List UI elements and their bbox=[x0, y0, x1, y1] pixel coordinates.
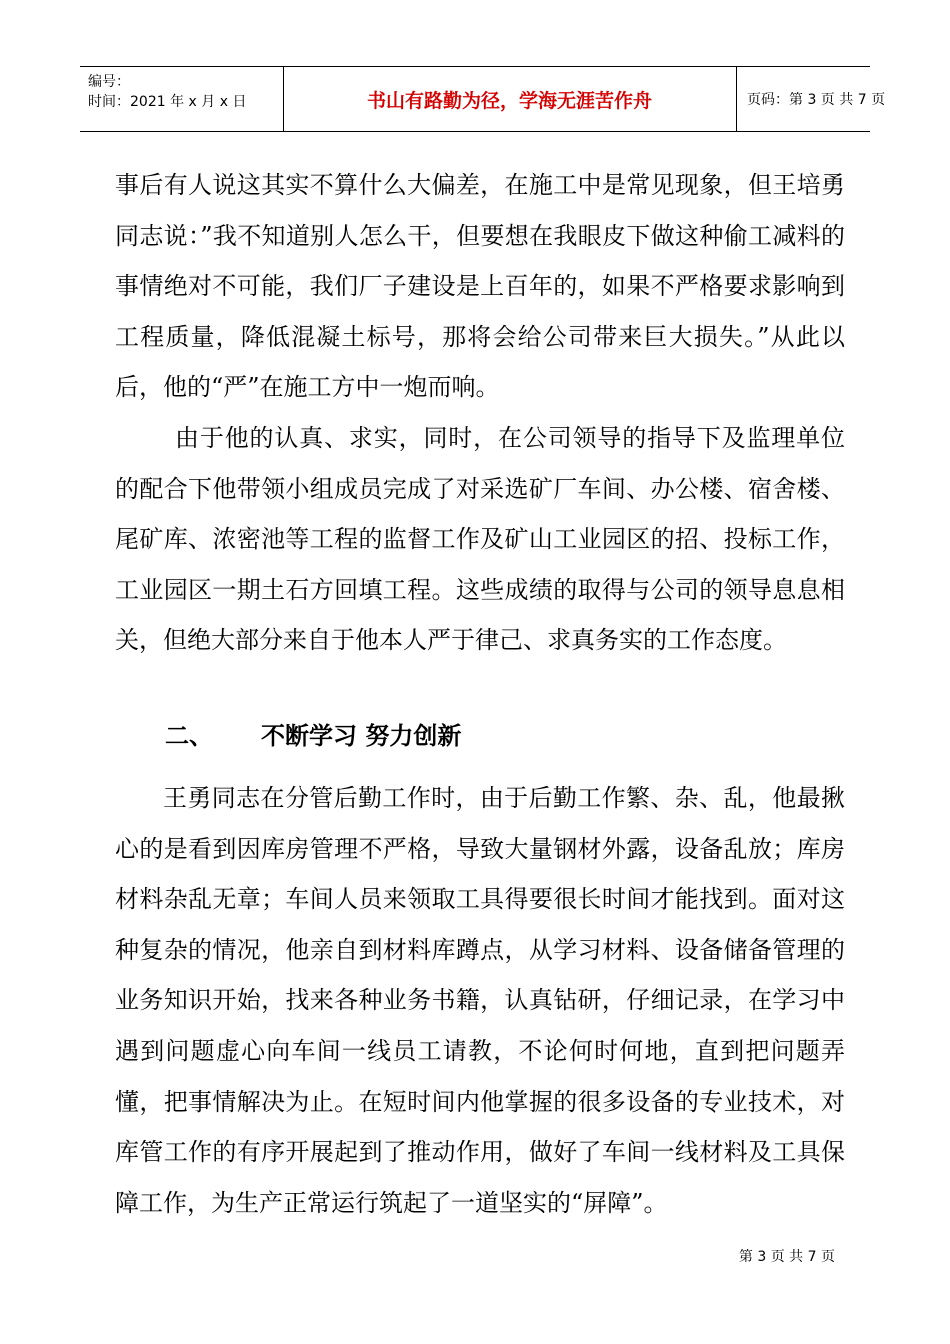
body-paragraph-2: 由于他的认真、求实，同时，在公司领导的指导下及监理单位的配合下他带领小组成员完成了对采选矿厂车间、办公楼、宿舍楼、尾矿库、浓密池等工程的监督工作及矿山工业园区的招、投标工作，工业园区一期土石方回填工程。这些成绩的取得与公司的领导息息相关，但绝大部分来自于他本人严于律己、求真务实的工作态度。 bbox=[115, 424, 845, 655]
header-motto: 书山有路勤为径，学海无涯苦作舟 bbox=[366, 89, 652, 112]
section-title: 不断学习 努力创新 bbox=[261, 722, 462, 750]
body-paragraph-3: 王勇同志在分管后勤工作时，由于后勤工作繁、杂、乱，他最揪心的是看到因库房管理不严格，导致大量钢材外露，设备乱放；库房材料杂乱无章；车间人员来领取工具得要很长时间才能找到。面对这种复杂的情况，他亲自到材料库蹲点，从学习材料、设备储备管理的业务知识开始，找来各种业务书籍，认真钻研，仔细记录，在学习中遇到问题虚心向车间一线员工请教，不论何时何地，直到把问题弄懂，把事情解决为止。在短时间内他掌握的很多设备的专业技术，对库管工作的有序开展起到了推动作用，做好了车间一线材料及工具保障工作，为生产正常运行筑起了一道坚实的“屏障”。 bbox=[115, 784, 845, 1217]
document-number-label: 编号： bbox=[88, 74, 130, 90]
header-page-code: 页码：第 3 页 共 7 页 bbox=[747, 92, 886, 108]
section-heading bbox=[165, 716, 461, 751]
document-date-label: 时间：2021 年 x 月 x 日 bbox=[88, 94, 247, 110]
page-header bbox=[80, 66, 886, 132]
section-number: 二、 bbox=[165, 722, 213, 750]
header-meta-cell bbox=[80, 67, 284, 131]
body-paragraph-1: 事后有人说这其实不算什么大偏差，在施工中是常见现象，但王培勇同志说：”我不知道别人怎么干，但要想在我眼皮下做这种偷工减料的事情绝对不可能，我们厂子建设是上百年的，如果不严格要求影响到工程质量，降低混凝土标号，那将会给公司带来巨大损失。”从此以后，他的“严”在施工方中一炮而响。 bbox=[115, 171, 845, 402]
page-footer-indicator: 第 3 页 共 7 页 bbox=[738, 1249, 835, 1265]
header-page-cell bbox=[737, 67, 886, 131]
header-motto-cell bbox=[283, 67, 737, 131]
